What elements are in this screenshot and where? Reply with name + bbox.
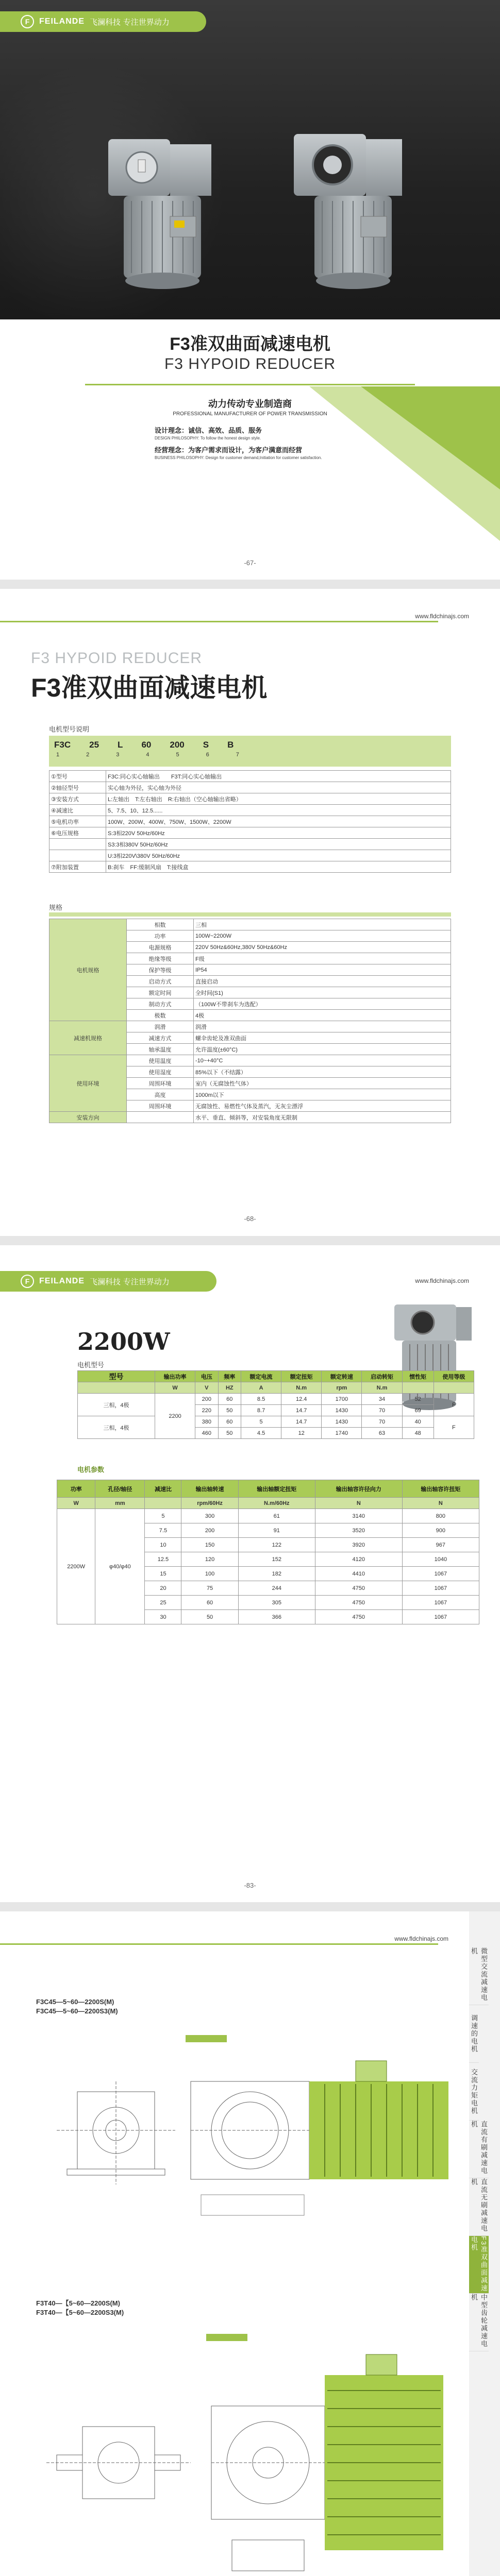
motor-cell: 52 bbox=[402, 1394, 434, 1405]
spec-value: 100W~2200W bbox=[194, 930, 451, 942]
model-key: ③安装方式 bbox=[49, 793, 106, 805]
motor-cell: F bbox=[434, 1416, 474, 1439]
param-power: 2200W bbox=[57, 1509, 95, 1624]
param-bore: φ40/φ40 bbox=[95, 1509, 145, 1624]
spec-group: 安装方向 bbox=[49, 1112, 127, 1123]
model-row bbox=[49, 793, 451, 805]
param-cell: 3920 bbox=[315, 1538, 402, 1552]
spec-key: 使用温度 bbox=[127, 1055, 194, 1066]
brand-name: FEILANDE bbox=[39, 17, 85, 26]
motor-unit: N.m bbox=[362, 1382, 402, 1394]
motor-header: 启动转矩 bbox=[362, 1371, 402, 1382]
param-cell: 900 bbox=[402, 1523, 479, 1538]
model-a2: F3C45—5~60—2200S3(M) bbox=[36, 2007, 118, 2015]
model-code-7: B bbox=[227, 740, 234, 750]
cover-biz-en: BUSINESS PHILOSOPHY: Design for customer demand,Initiation for customer satisfaction. bbox=[155, 455, 322, 460]
motor-unit: N.m bbox=[281, 1382, 322, 1394]
spec-key: 高度 bbox=[127, 1089, 194, 1100]
param-header: 输出轴额定扭矩 bbox=[238, 1480, 315, 1498]
model-row bbox=[49, 771, 451, 782]
model-a1: F3C45—5~60—2200S(M) bbox=[36, 1998, 114, 2006]
spec-title-en: F3 HYPOID REDUCER bbox=[31, 650, 203, 667]
spec-key: 启动方式 bbox=[127, 976, 194, 987]
param-cell: 4750 bbox=[315, 1581, 402, 1596]
motor-header: 使用等级 bbox=[434, 1371, 474, 1382]
url-text: www.fldchinajs.com bbox=[415, 1277, 469, 1284]
power-heading: 2200W bbox=[77, 1328, 170, 1355]
param-cell: 75 bbox=[181, 1581, 238, 1596]
cover-page bbox=[0, 0, 500, 580]
param-cell: 4410 bbox=[315, 1567, 402, 1581]
param-cell: 1040 bbox=[402, 1552, 479, 1567]
model-row bbox=[49, 861, 451, 873]
brand-band bbox=[0, 1271, 216, 1292]
page-number: -68- bbox=[244, 1215, 256, 1223]
motor-cell: 220 bbox=[195, 1405, 218, 1416]
cover-motors-illustration bbox=[93, 129, 423, 304]
motor-cell: 460 bbox=[195, 1428, 218, 1439]
param-header: 功率 bbox=[57, 1480, 95, 1498]
spec-value: 室内（无腐蚀性气体） bbox=[194, 1078, 451, 1089]
param-header: 输出轴转速 bbox=[181, 1480, 238, 1498]
spec-table bbox=[49, 919, 451, 1123]
spec-key: 功率 bbox=[127, 930, 194, 942]
side-tab-1[interactable]: 微型交流减速电机 bbox=[469, 1947, 489, 2005]
model-b1: F3T40—【5~60—2200S(M) bbox=[36, 2299, 120, 2307]
motor-header: 额定转速 bbox=[322, 1371, 362, 1382]
param-cell: 1067 bbox=[402, 1596, 479, 1610]
model-key: ⑤电机功率 bbox=[49, 816, 106, 827]
param-cell: 4750 bbox=[315, 1596, 402, 1610]
cover-design-cn: 设计理念：诚信、高效、品质、服务 bbox=[155, 427, 262, 434]
model-num-2: 2 bbox=[86, 752, 90, 758]
spec-value: 85%以下（不结露） bbox=[194, 1066, 451, 1078]
param-cell: 3520 bbox=[315, 1523, 402, 1538]
motor-cell: 69 bbox=[402, 1405, 434, 1416]
param-unit: N.m/60Hz bbox=[238, 1498, 315, 1509]
page-separator bbox=[0, 1902, 500, 1911]
spec-key: 保护等级 bbox=[127, 964, 194, 976]
motor-cell: 200 bbox=[195, 1394, 218, 1405]
cover-title-cn: F3准双曲面减速电机 bbox=[170, 334, 330, 354]
param-header: 输出轴容许径向力 bbox=[315, 1480, 402, 1498]
dims-header-bar bbox=[0, 1943, 438, 1945]
param-cell: 152 bbox=[238, 1552, 315, 1567]
model-row bbox=[49, 850, 451, 861]
model-value: B:刹车 FF:缓制风扇 T:接线盒 bbox=[106, 861, 451, 873]
cover-biz-cn: 经营理念：为客户需求而设计，为客户满意而经营 bbox=[155, 446, 303, 454]
param-unit: mm bbox=[95, 1498, 145, 1509]
model-num-6: 6 bbox=[206, 752, 209, 758]
spec-value: 直接启动 bbox=[194, 976, 451, 987]
spec-row bbox=[49, 1021, 451, 1032]
model-code-5: 200 bbox=[170, 740, 185, 750]
model-key bbox=[49, 850, 106, 861]
motor-power: 2200 bbox=[155, 1394, 195, 1439]
motor-cell: 60 bbox=[218, 1416, 241, 1428]
param-cell: 800 bbox=[402, 1509, 479, 1523]
motor-unit: A bbox=[241, 1382, 281, 1394]
spec-group: 使用环境 bbox=[49, 1055, 127, 1112]
model-num-5: 5 bbox=[176, 752, 179, 758]
dimension-drawing-b bbox=[36, 2324, 459, 2576]
motor-table bbox=[77, 1370, 474, 1439]
param-cell: 150 bbox=[181, 1538, 238, 1552]
param-unit: N bbox=[315, 1498, 402, 1509]
motor-unit bbox=[434, 1382, 474, 1394]
model-value: F3C:同心实心轴输出 F3T:同心实心轴输出 bbox=[106, 771, 451, 782]
model-value: L:左轴出 T:左右轴出 R:右轴出（空心轴输出省略） bbox=[106, 793, 451, 805]
param-cell: 30 bbox=[145, 1610, 181, 1624]
param-cell: 122 bbox=[238, 1538, 315, 1552]
spec-value: 润滑 bbox=[194, 1021, 451, 1032]
spec-row bbox=[49, 919, 451, 930]
spec-value: 无腐蚀性、易燃性气体及蒸汽，无灰尘漂浮 bbox=[194, 1100, 451, 1112]
spec-key: 周围环境 bbox=[127, 1078, 194, 1089]
model-section-label: 电机型号说明 bbox=[49, 725, 90, 733]
motor-cell: 1740 bbox=[322, 1428, 362, 1439]
motor-unit: HZ bbox=[218, 1382, 241, 1394]
url-text: www.fldchinajs.com bbox=[394, 1935, 448, 1942]
motor-cell: 70 bbox=[362, 1416, 402, 1428]
spec-value: 三相 bbox=[194, 919, 451, 930]
param-label: 电机参数 bbox=[77, 1466, 105, 1473]
param-unit bbox=[145, 1498, 181, 1509]
param-cell: 12.5 bbox=[145, 1552, 181, 1567]
motor-unit bbox=[402, 1382, 434, 1394]
param-cell: 244 bbox=[238, 1581, 315, 1596]
spec-value: 220V 50Hz&60Hz,380V 50Hz&60Hz bbox=[194, 942, 451, 953]
model-key: ⑦附加装置 bbox=[49, 861, 106, 873]
motor-cell: 1430 bbox=[322, 1405, 362, 1416]
motor-row bbox=[78, 1394, 474, 1405]
motor-cell: 1430 bbox=[322, 1416, 362, 1428]
spec-section-label: 规格 bbox=[49, 904, 63, 911]
param-cell: 5 bbox=[145, 1509, 181, 1523]
model-value: S:3相220V 50Hz/60Hz bbox=[106, 827, 451, 839]
motor-unit: rpm bbox=[322, 1382, 362, 1394]
param-row bbox=[57, 1509, 479, 1523]
model-num-7: 7 bbox=[236, 752, 239, 758]
motor-cell: 12.4 bbox=[281, 1394, 322, 1405]
motor-cell: 14.7 bbox=[281, 1405, 322, 1416]
spec-value: 水平、垂直、倾斜等，对安装角度无限制 bbox=[194, 1112, 451, 1123]
spec-key: 制动方式 bbox=[127, 998, 194, 1010]
spec-row bbox=[49, 1055, 451, 1066]
model-num-3: 3 bbox=[116, 752, 120, 758]
param-table bbox=[57, 1480, 479, 1624]
model-key: ①型号 bbox=[49, 771, 106, 782]
param-cell: 305 bbox=[238, 1596, 315, 1610]
motor-cell: 50 bbox=[218, 1428, 241, 1439]
model-code-1: F3C bbox=[54, 740, 71, 750]
motor-cell: 8.7 bbox=[241, 1405, 281, 1416]
param-cell: 1067 bbox=[402, 1581, 479, 1596]
param-cell: 967 bbox=[402, 1538, 479, 1552]
param-cell: 300 bbox=[181, 1509, 238, 1523]
param-cell: 4120 bbox=[315, 1552, 402, 1567]
motor-cell: F bbox=[434, 1394, 474, 1416]
page-separator bbox=[0, 580, 500, 589]
spec-key: 绝缘等级 bbox=[127, 953, 194, 964]
model-row bbox=[49, 816, 451, 827]
side-tabs bbox=[469, 1911, 500, 2576]
model-num-4: 4 bbox=[146, 752, 149, 758]
spec-value: F级 bbox=[194, 953, 451, 964]
brand-slogan: 飞澜科技 专注世界动力 bbox=[90, 17, 170, 27]
motor-cell: 70 bbox=[362, 1405, 402, 1416]
motor-header: 电压 bbox=[195, 1371, 218, 1382]
page-number: -67- bbox=[244, 559, 256, 567]
spec-key: 相数 bbox=[127, 919, 194, 930]
motor-cell: 4.5 bbox=[241, 1428, 281, 1439]
model-code-6: S bbox=[203, 740, 209, 750]
motor-cell: 48 bbox=[402, 1428, 434, 1439]
param-cell: 60 bbox=[181, 1596, 238, 1610]
cover-brand-band bbox=[0, 11, 206, 32]
model-key: ④减速比 bbox=[49, 805, 106, 816]
url-text: www.fldchinajs.com bbox=[415, 613, 469, 620]
param-cell: 1067 bbox=[402, 1567, 479, 1581]
param-header: 孔径/轴径 bbox=[95, 1480, 145, 1498]
side-tab-3[interactable]: 交流力矩电机 bbox=[469, 2063, 479, 2121]
spec-group: 电机规格 bbox=[49, 919, 127, 1021]
side-tab-4[interactable]: 直流有刷减速电机 bbox=[469, 2121, 489, 2178]
model-value: 100W、200W、400W、750W、1500W、2200W bbox=[106, 816, 451, 827]
spec-value: 4极 bbox=[194, 1010, 451, 1021]
spec-key: 润滑 bbox=[127, 1021, 194, 1032]
motor-unit bbox=[78, 1382, 155, 1394]
spec-key bbox=[127, 1112, 194, 1123]
param-cell: 91 bbox=[238, 1523, 315, 1538]
param-cell: 15 bbox=[145, 1567, 181, 1581]
param-cell: 10 bbox=[145, 1538, 181, 1552]
cover-divider bbox=[85, 384, 415, 385]
spec-key: 轴承温度 bbox=[127, 1044, 194, 1055]
motor-cell: 50 bbox=[218, 1405, 241, 1416]
spec-page bbox=[0, 589, 500, 1236]
model-num-1: 1 bbox=[56, 752, 60, 758]
motor-header: 额定扭矩 bbox=[281, 1371, 322, 1382]
model-row bbox=[49, 805, 451, 816]
spec-key: 极数 bbox=[127, 1010, 194, 1021]
dimension-drawing-a bbox=[36, 2030, 459, 2246]
param-header: 输出轴容许扭矩 bbox=[402, 1480, 479, 1498]
model-b2: F3T40—【5~60—2200S3(M) bbox=[36, 2309, 124, 2316]
model-value: 5、7.5、10、12.5...... bbox=[106, 805, 451, 816]
model-row bbox=[49, 839, 451, 850]
model-row bbox=[49, 827, 451, 839]
page-number: -83- bbox=[244, 1882, 256, 1889]
param-cell: 4750 bbox=[315, 1610, 402, 1624]
model-code-2: 25 bbox=[89, 740, 99, 750]
param-cell: 61 bbox=[238, 1509, 315, 1523]
power-page bbox=[0, 1245, 500, 1902]
motor-header: 额定电流 bbox=[241, 1371, 281, 1382]
param-unit: N bbox=[402, 1498, 479, 1509]
model-key: ⑥电压规格 bbox=[49, 827, 106, 839]
model-value: S3:3相380V 50Hz/60Hz bbox=[106, 839, 451, 850]
motor-cell: 1700 bbox=[322, 1394, 362, 1405]
motor-header: 型号 bbox=[78, 1371, 155, 1382]
motor-cell: 34 bbox=[362, 1394, 402, 1405]
param-cell: 25 bbox=[145, 1596, 181, 1610]
cover-tagline-cn: 动力传动专业制造商 bbox=[208, 399, 292, 409]
motor-row bbox=[78, 1416, 474, 1428]
motor-cell: 14.7 bbox=[281, 1416, 322, 1428]
model-code-3: L bbox=[118, 740, 123, 750]
motor-cell: 380 bbox=[195, 1416, 218, 1428]
side-tab-7[interactable]: 中型齿轮减速电机 bbox=[469, 2294, 489, 2351]
brand-name: FEILANDE bbox=[39, 1277, 85, 1285]
model-code-box bbox=[49, 736, 451, 767]
spec-key: 额定时间 bbox=[127, 987, 194, 998]
motor-model-label: 电机型号 bbox=[77, 1361, 105, 1369]
spec-header-bar bbox=[0, 621, 438, 622]
motor-cell: 8.5 bbox=[241, 1394, 281, 1405]
param-cell: 50 bbox=[181, 1610, 238, 1624]
spec-value: 螺伞齿轮及准双曲面 bbox=[194, 1032, 451, 1044]
model-row bbox=[49, 782, 451, 793]
spec-key: 减速方式 bbox=[127, 1032, 194, 1044]
motor-unit: V bbox=[195, 1382, 218, 1394]
page-separator bbox=[0, 1236, 500, 1245]
spec-section-bar bbox=[49, 912, 451, 917]
motor-cell: 12 bbox=[281, 1428, 322, 1439]
param-cell: 120 bbox=[181, 1552, 238, 1567]
param-header: 减速比 bbox=[145, 1480, 181, 1498]
motor-cell: 60 bbox=[218, 1394, 241, 1405]
param-cell: 182 bbox=[238, 1567, 315, 1581]
spec-value: IP54 bbox=[194, 964, 451, 976]
cover-title-en: F3 HYPOID REDUCER bbox=[164, 355, 336, 372]
side-tab-5[interactable]: 直流无刷减速电机 bbox=[469, 2178, 489, 2236]
param-cell: 100 bbox=[181, 1567, 238, 1581]
param-cell: 200 bbox=[181, 1523, 238, 1538]
brand-slogan: 飞澜科技 专注世界动力 bbox=[90, 1277, 170, 1286]
model-value: U:3相220V\380V 50Hz/60Hz bbox=[106, 850, 451, 861]
motor-cell: 5 bbox=[241, 1416, 281, 1428]
model-key bbox=[49, 839, 106, 850]
model-key: ②轴径型号 bbox=[49, 782, 106, 793]
param-cell: 1067 bbox=[402, 1610, 479, 1624]
cover-tagline-en: PROFESSIONAL MANUFACTURER OF POWER TRANSMISSION bbox=[173, 411, 327, 417]
param-unit: W bbox=[57, 1498, 95, 1509]
motor-type: 三相，4极 bbox=[78, 1416, 155, 1439]
motor-type: 三相，4极 bbox=[78, 1394, 155, 1416]
dims-page bbox=[0, 1911, 500, 2576]
spec-value: -10~+40°C bbox=[194, 1055, 451, 1066]
motor-header: 输出功率 bbox=[155, 1371, 195, 1382]
logo-icon: F bbox=[21, 1275, 34, 1288]
param-cell: 366 bbox=[238, 1610, 315, 1624]
motor-header: 惯性矩 bbox=[402, 1371, 434, 1382]
model-code-4: 60 bbox=[141, 740, 152, 750]
spec-key: 周围环境 bbox=[127, 1100, 194, 1112]
spec-title-cn: F3准双曲面减速电机 bbox=[31, 673, 268, 702]
spec-value: 全时间(S1) bbox=[194, 987, 451, 998]
spec-value: 1000m以下 bbox=[194, 1089, 451, 1100]
model-table bbox=[49, 770, 451, 873]
spec-value: （100W不带刹车为选配） bbox=[194, 998, 451, 1010]
spec-value: 允许温度(±60°C) bbox=[194, 1044, 451, 1055]
spec-key: 电源规格 bbox=[127, 942, 194, 953]
motor-unit: W bbox=[155, 1382, 195, 1394]
param-cell: 20 bbox=[145, 1581, 181, 1596]
logo-icon: F bbox=[21, 15, 34, 28]
motor-cell: 63 bbox=[362, 1428, 402, 1439]
motor-header: 频率 bbox=[218, 1371, 241, 1382]
side-tab-2[interactable]: 调速的电机 bbox=[469, 2005, 479, 2063]
spec-group: 减速机规格 bbox=[49, 1021, 127, 1055]
param-cell: 7.5 bbox=[145, 1523, 181, 1538]
cover-design-en: DESIGN PHILOSOPHY: To follow the honest design style. bbox=[155, 436, 261, 440]
param-unit: rpm/60Hz bbox=[181, 1498, 238, 1509]
param-cell: 3140 bbox=[315, 1509, 402, 1523]
spec-row bbox=[49, 1112, 451, 1123]
motor-cell: 40 bbox=[402, 1416, 434, 1428]
side-tab-6[interactable]: F3准双曲面减速电机 bbox=[469, 2236, 489, 2294]
model-value: 实心轴为外径，实心轴为外径 bbox=[106, 782, 451, 793]
spec-key: 使用湿度 bbox=[127, 1066, 194, 1078]
